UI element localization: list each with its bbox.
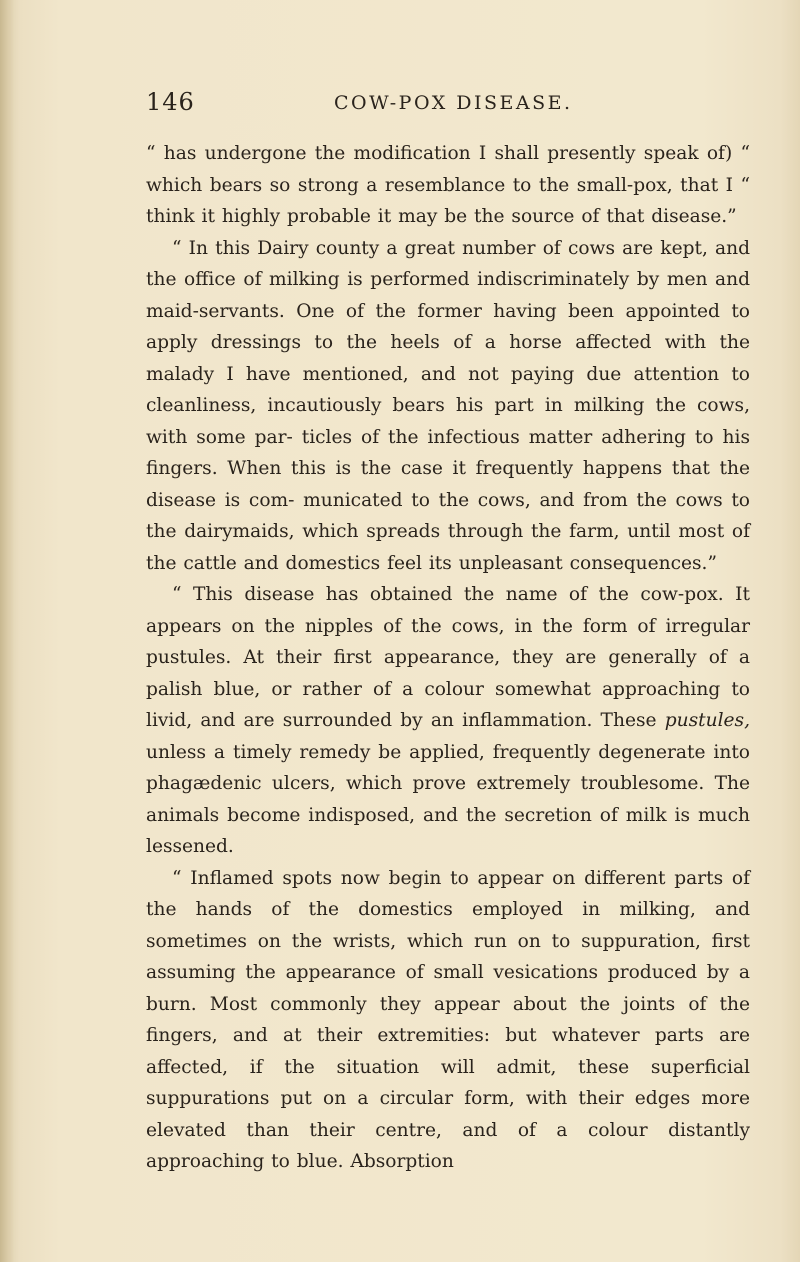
paragraph-first-line: “ has undergone the modification I shall presently speak of): [146, 143, 733, 164]
paragraph-cow-pox-name: [146, 579, 750, 863]
page-gutter: [0, 0, 14, 1262]
paragraph-dairy-county: “ In this Dairy county a great number of cows are kept, and the office of milking is performed indiscriminately by men and maid-servants. One of the former having been appointed to apply dressings to the heels of a horse affected with the malady I have mentioned, and not paying due attention to cleanliness, incautiously bears his part in milking the cows, with some par- ticles of the infectious matter adhering to his fingers. When this is the case it frequently happens that the disease is com- municated to the cows, and from the cows to the dairymaids, which spreads through the farm, until most of the cattle and domestics feel its unpleasant consequences.”: [146, 237, 750, 574]
page-number: 146: [146, 88, 195, 116]
page-header: [146, 88, 750, 118]
body-text: [146, 138, 750, 1178]
paragraph-text: “ which bears so strong a resemblance to the small-pox, that I “ think it highly probable it may be the source of that disease.”: [146, 143, 750, 227]
paragraph-inflamed-spots: “ Inflamed spots now begin to appear on different parts of the hands of the domestics employed in milking, and sometimes on the wrists, which run on to suppuration, first assuming the appearance of small vesications produced by a burn. Most commonly they appear about the joints of the fingers, and at their extremities: but whatever parts are affected, if the situation will admit, these superficial suppurations put on a circular form, with their edges more elevated than their centre, and of a colour distantly approaching to blue. Absorption: [146, 867, 750, 1172]
italic-word: pustules,: [664, 710, 750, 731]
paragraph-text-after: unless a timely remedy be applied, frequently degenerate into phagædenic ulcers, which prove extremely troublesome. The animals become indisposed, and the secretion of milk is much lessened.: [146, 741, 750, 857]
running-head: COW-POX DISEASE.: [334, 92, 573, 114]
paragraph-continued: [146, 138, 750, 233]
paragraph-text-before: “ This disease has obtained the name of the cow-pox. It appears on the nipples of the cows, in the form of irregular pustules. At their first appearance, they are generally of a palish blue, or rather of a colour somewhat approaching to livid, and are surrounded by an inflammation. These: [146, 584, 750, 731]
